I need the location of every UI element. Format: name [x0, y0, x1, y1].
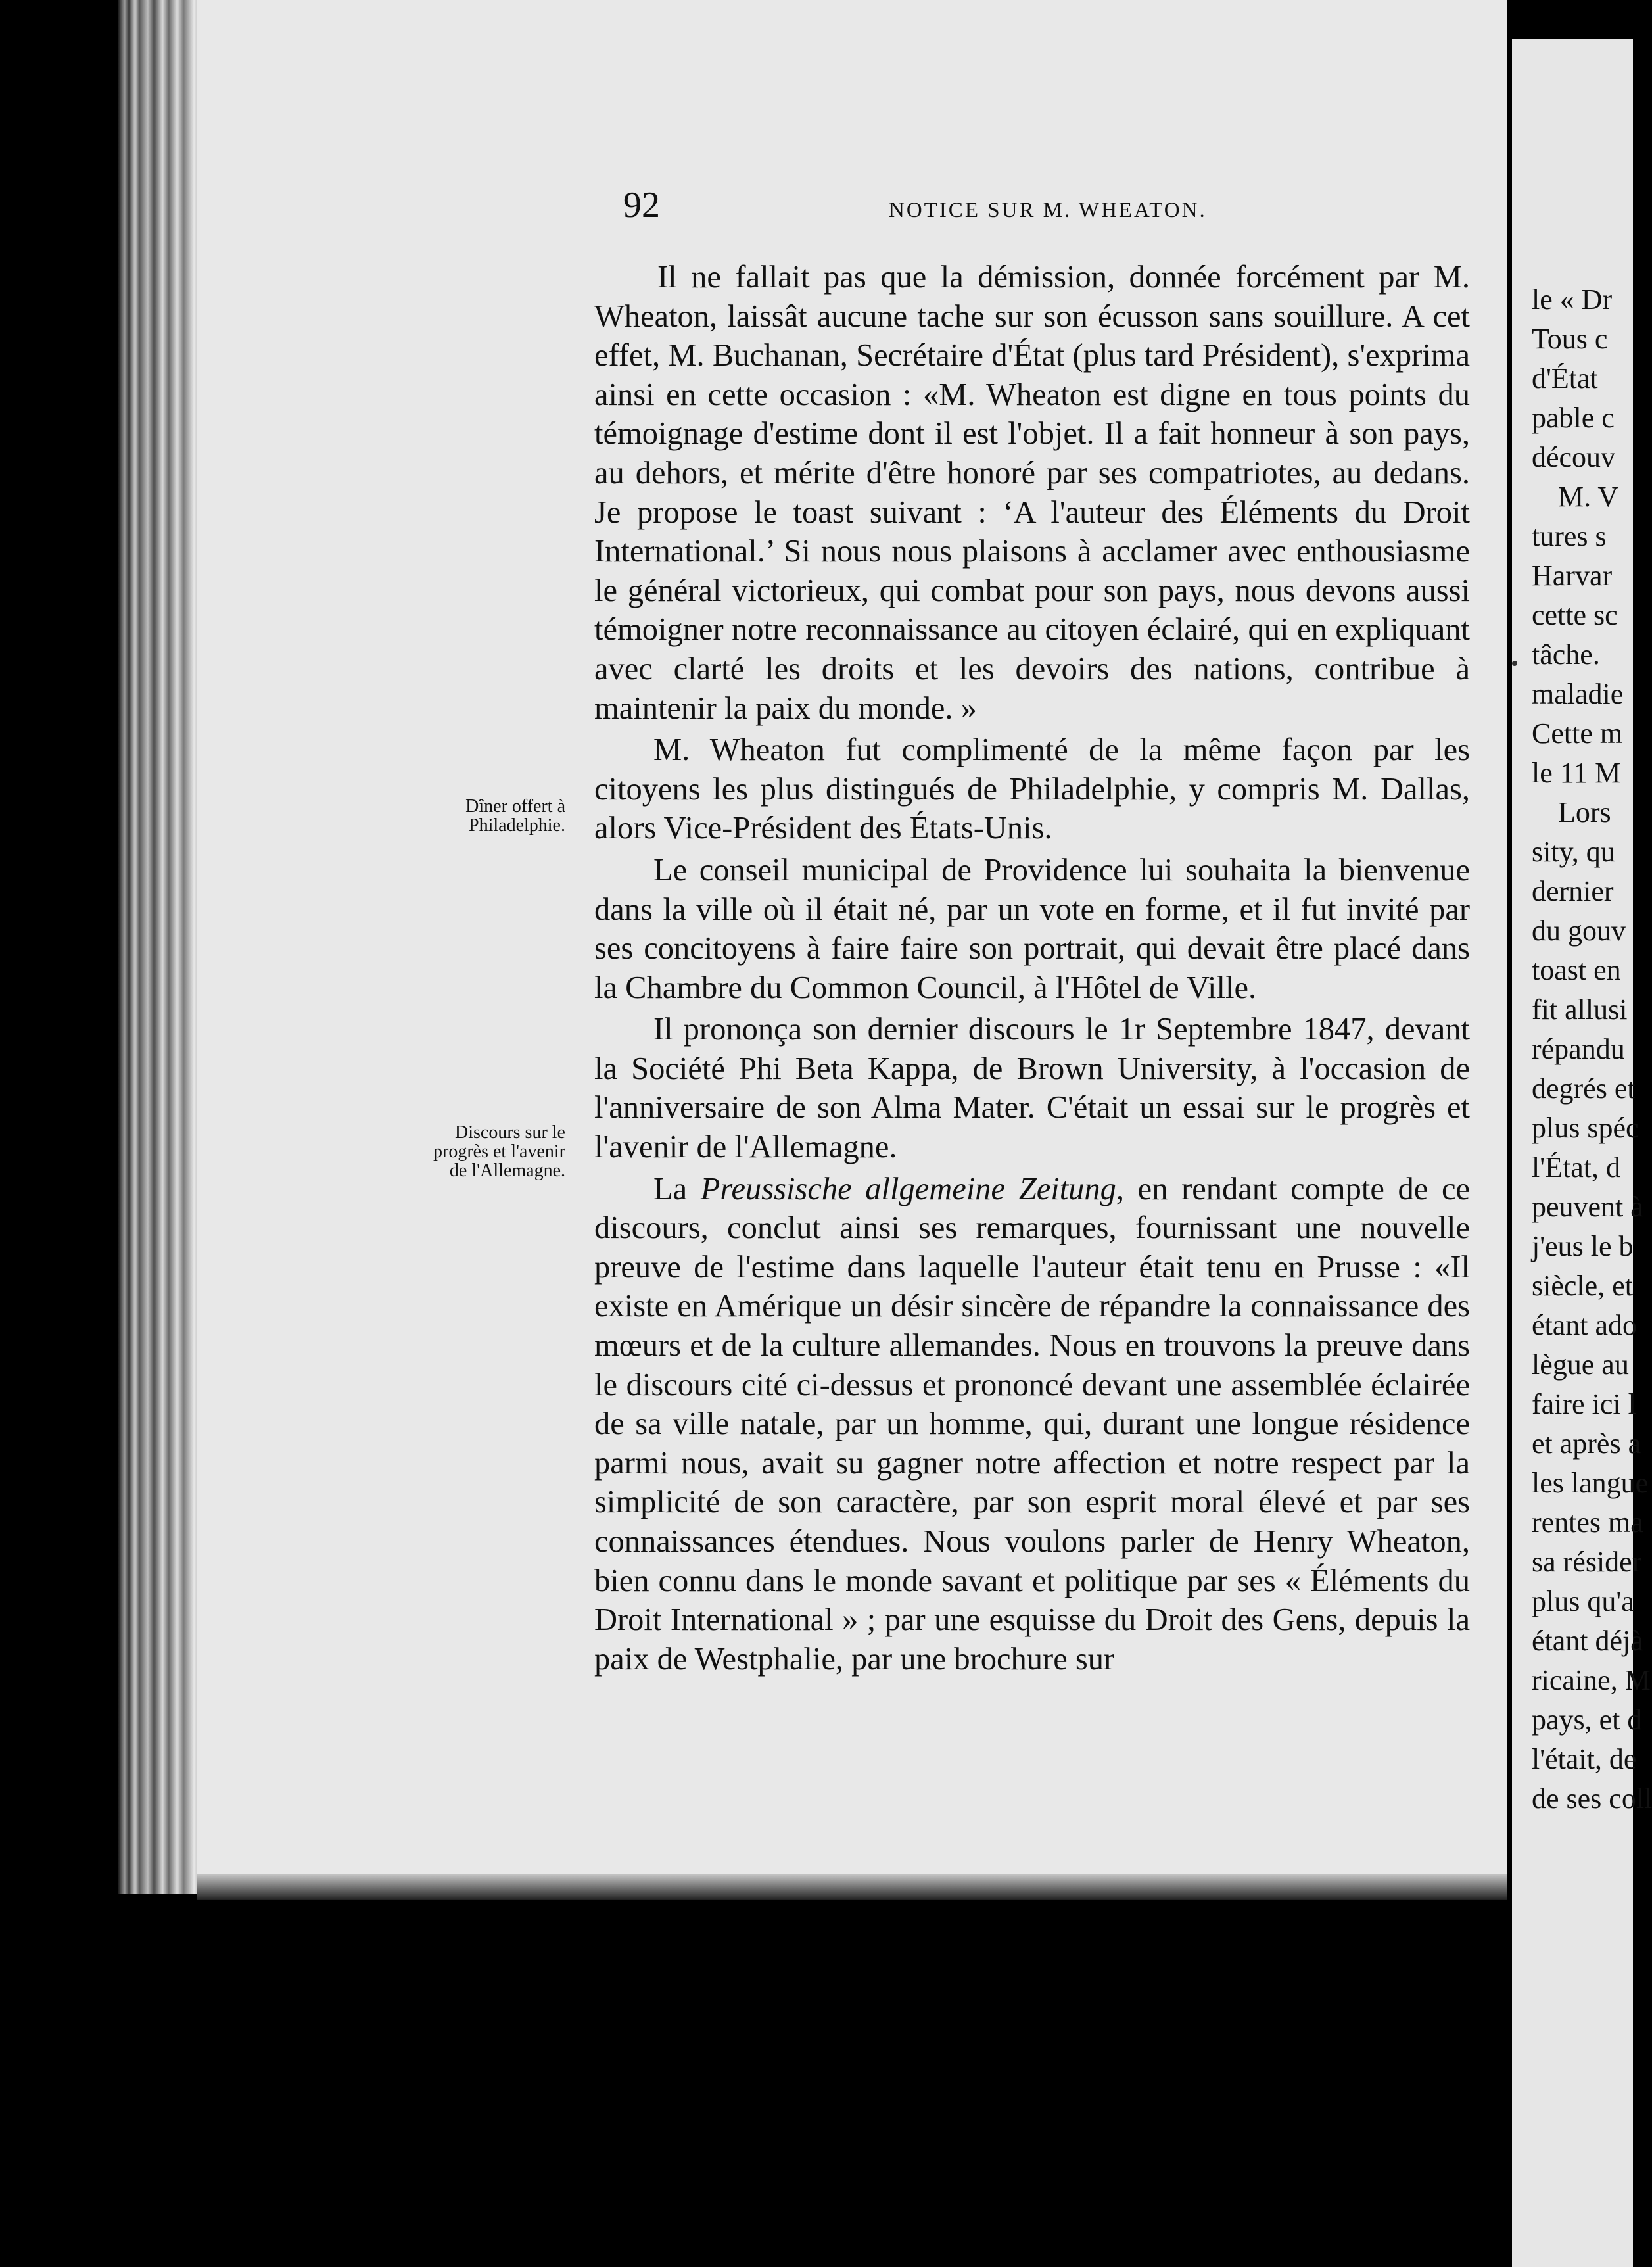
- page-bottom-shadow: [197, 1874, 1507, 1900]
- facing-page-line: l'était, de: [1532, 1743, 1637, 1775]
- facing-page-line: plus qu'a: [1532, 1585, 1634, 1617]
- facing-page-line: siècle, et: [1532, 1270, 1633, 1302]
- paragraph-rest: , en rendant compte de ce discours, conclut ainsi ses remarques, fournissant une nouvelle preuve de l'estime dans laquelle l'auteur était tenu en Prusse : «Il existe en Amérique un désir sincère de répandre la connaissance des mœurs et de la culture allemandes. Nous en trouvons la preuve dans le discours cité ci-dessus et prononcé devant une assemblée éclairée de sa ville natale, par un homme, qui, durant une longue résidence parmi nous, avait su gagner notre affection et notre respect par la simplicité de son caractère, par son esprit moral élevé et par ses connaissances étendues. Nous voulons parler de Henry Wheaton, bien connu dans le monde savant et politique par ses « Éléments du Droit International » ; par une esquisse du Droit des Gens, depuis la paix de Westphalie, par une brochure sur: [594, 1171, 1470, 1677]
- facing-page-line: j'eus le b: [1532, 1230, 1634, 1262]
- facing-page-line: de ses coll: [1532, 1782, 1652, 1815]
- facing-page-line: Lors: [1558, 796, 1611, 828]
- sidenote-diner: Dîner offert à Philadelphie.: [465, 796, 565, 836]
- facing-page-line: l'État, d: [1532, 1151, 1621, 1183]
- facing-page-line: rentes ma: [1532, 1506, 1643, 1539]
- facing-page-line: lègue au: [1532, 1348, 1629, 1381]
- facing-page-line: cette sc: [1532, 599, 1618, 631]
- facing-page-line: le « Dr: [1532, 283, 1613, 316]
- facing-page-line: les langue: [1532, 1467, 1649, 1499]
- running-title: NOTICE SUR M. WHEATON.: [889, 199, 1207, 222]
- facing-page-line: étant déjà: [1532, 1625, 1643, 1657]
- facing-page-line: répandu: [1532, 1033, 1625, 1065]
- paragraph-lead: La: [653, 1171, 701, 1206]
- facing-page-line: pable c: [1532, 402, 1615, 434]
- facing-page-line: toast en: [1532, 954, 1621, 986]
- body-text: [594, 258, 1470, 1679]
- facing-page-line: étant ado: [1532, 1309, 1638, 1341]
- facing-page-line: pays, et d: [1532, 1704, 1642, 1736]
- facing-page-line: faire ici l: [1532, 1388, 1636, 1420]
- facing-page-line: dernier: [1532, 875, 1614, 907]
- paragraph: Il ne fallait pas que la démission, donnée forcément par M. Wheaton, laissât aucune tache sur son écusson sans souillure. A cet effet, M. Buchanan, Secrétaire d'État (plus tard Président), s'exprima ainsi en cette occasion : «M. Wheaton est digne en tous points du témoignage d'estime dont il est l'objet. Il a fait honneur à son pays, au dehors, et mérite d'être honoré par ses compatriotes, au dedans. Je propose le toast suivant : ‘A l'auteur des Éléments du Droit International.’ Si nous nous plaisons à acclamer avec enthousiasme le général victorieux, qui combat pour son pays, nous devons aussi témoigner notre reconnaissance au citoyen éclairé, qui en expliquant avec clarté les droits et les devoirs des nations, contribue à maintenir la paix du monde. »: [594, 260, 1470, 726]
- facing-page-line: tures s: [1532, 520, 1607, 552]
- facing-page-line: sa résider: [1532, 1546, 1642, 1578]
- paragraph: [594, 1170, 1470, 1679]
- facing-page-line: et après a: [1532, 1427, 1641, 1460]
- facing-page-line: fit allusi: [1532, 993, 1628, 1026]
- page-number: 92: [623, 185, 660, 226]
- facing-page-line: le 11 M: [1532, 757, 1621, 789]
- facing-page-line: sity, qu: [1532, 836, 1615, 868]
- facing-page-line: ricaine, M: [1532, 1664, 1651, 1696]
- facing-page-line: M. V: [1558, 481, 1619, 513]
- facing-page-line: degrés et: [1532, 1072, 1636, 1105]
- facing-page-line: du gouv: [1532, 915, 1626, 947]
- facing-page-line: Cette m: [1532, 717, 1623, 750]
- facing-page-line: Harvar: [1532, 560, 1613, 592]
- facing-page-line: découv: [1532, 441, 1616, 473]
- scan-speck: [1512, 661, 1517, 666]
- facing-page-line: Tous c: [1532, 323, 1608, 355]
- facing-page-line: tâche.: [1532, 638, 1600, 671]
- facing-page-line: peuvent à: [1532, 1191, 1643, 1223]
- paragraph: Le conseil municipal de Providence lui souhaita la bienvenue dans la ville où il était né, par un vote en forme, et il fut invité par ses concitoyens à faire faire son portrait, qui devait être placé dans la Chambre du Common Council, à l'Hôtel de Ville.: [594, 852, 1470, 1005]
- facing-page: [1512, 39, 1652, 2267]
- facing-page-line: maladie: [1532, 678, 1624, 710]
- facing-page-line: d'État: [1532, 362, 1598, 394]
- newspaper-title: Preussische allgemeine Zeitung: [700, 1171, 1116, 1206]
- facing-page-line: plus spéc: [1532, 1112, 1639, 1144]
- paragraph: Il prononça son dernier discours le 1r Septembre 1847, devant la Société Phi Beta Kappa, de Brown University, à l'occasion de l'anniversaire de son Alma Mater. C'était un essai sur le progrès et l'avenir de l'Allemagne.: [594, 1012, 1470, 1165]
- sidenote-discours: Discours sur le progrès et l'avenir de l'Allemagne.: [433, 1122, 565, 1181]
- paragraph: M. Wheaton fut complimenté de la même façon par les citoyens les plus distingués de Philadelphie, y compris M. Dallas, alors Vice-Président des États-Unis.: [594, 732, 1470, 846]
